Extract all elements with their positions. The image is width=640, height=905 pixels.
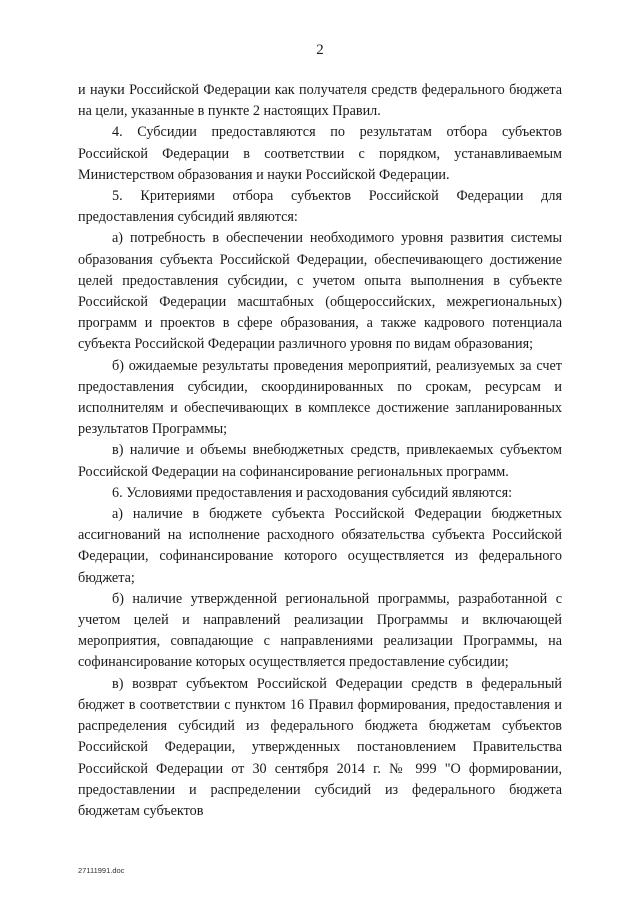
paragraph-item-5b: б) ожидаемые результаты проведения мероприятий, реализуемых за счет предоставления субсидии, скоординированных по срокам, ресурсам и исполнителям и обеспечивающих в комплексе достижение запланированных результатов Программы; bbox=[78, 357, 562, 438]
paragraph-item-6b: б) наличие утвержденной региональной программы, разработанной с учетом целей и направлений реализации Программы и включающей мероприятия, совпадающие с направлениями реализации Программы, на софинансирование которых осуществляется предоставление субсидии; bbox=[78, 590, 562, 671]
paragraph-item-6: 6. Условиями предоставления и расходования субсидий являются: bbox=[112, 484, 513, 501]
paragraph-item-4: 4. Субсидии предоставляются по результатам отбора субъектов Российской Федерации в соответствии с порядком, устанавливаемым Министерством образования и науки Российской Федерации. bbox=[78, 124, 562, 183]
paragraph-item-5a: а) потребность в обеспечении необходимого уровня развития системы образования субъекта Российской Федерации, обеспечивающего достижение целей предоставления субсидии, с учетом опыта выполнения в субъекте Российской Федерации масштабных (общероссийских, межрегиональных) программ и проектов в сфере образования, а также кадрового потенциала субъекта Российской Федерации различного уровня по видам образования; bbox=[78, 230, 562, 353]
paragraph-item-6v: в) возврат субъектом Российской Федерации средств в федеральный бюджет в соответствии с пунктом 16 Правил формирования, предоставления и распределения субсидий из федерального бюджета бюджетам субъектов Российской Федерации, утвержденных постановлением Правительства Российской Федерации от 30 сентября 2014 г. № 999 "О формировании, предоставлении и распределении субсидий из федерального бюджета бюджетам субъектов bbox=[78, 675, 562, 819]
paragraph-continuation: и науки Российской Федерации как получателя средств федерального бюджета на цели, указанные в пункте 2 настоящих Правил. bbox=[78, 82, 562, 120]
document-body bbox=[78, 80, 562, 822]
paragraph-item-6a: а) наличие в бюджете субъекта Российской Федерации бюджетных ассигнований на исполнение расходного обязательства субъекта Российской Федерации, софинансирование которого осуществляется из федерального бюджета; bbox=[78, 506, 562, 586]
footer-filename: 27111991.doc bbox=[78, 866, 125, 875]
paragraph-item-5v: в) наличие и объемы внебюджетных средств, привлекаемых субъектом Российской Федерации на софинансирование региональных программ. bbox=[78, 442, 562, 480]
paragraph-item-5: 5. Критериями отбора субъектов Российской Федерации для предоставления субсидий являются: bbox=[78, 188, 562, 226]
page-number: 2 bbox=[316, 42, 324, 58]
